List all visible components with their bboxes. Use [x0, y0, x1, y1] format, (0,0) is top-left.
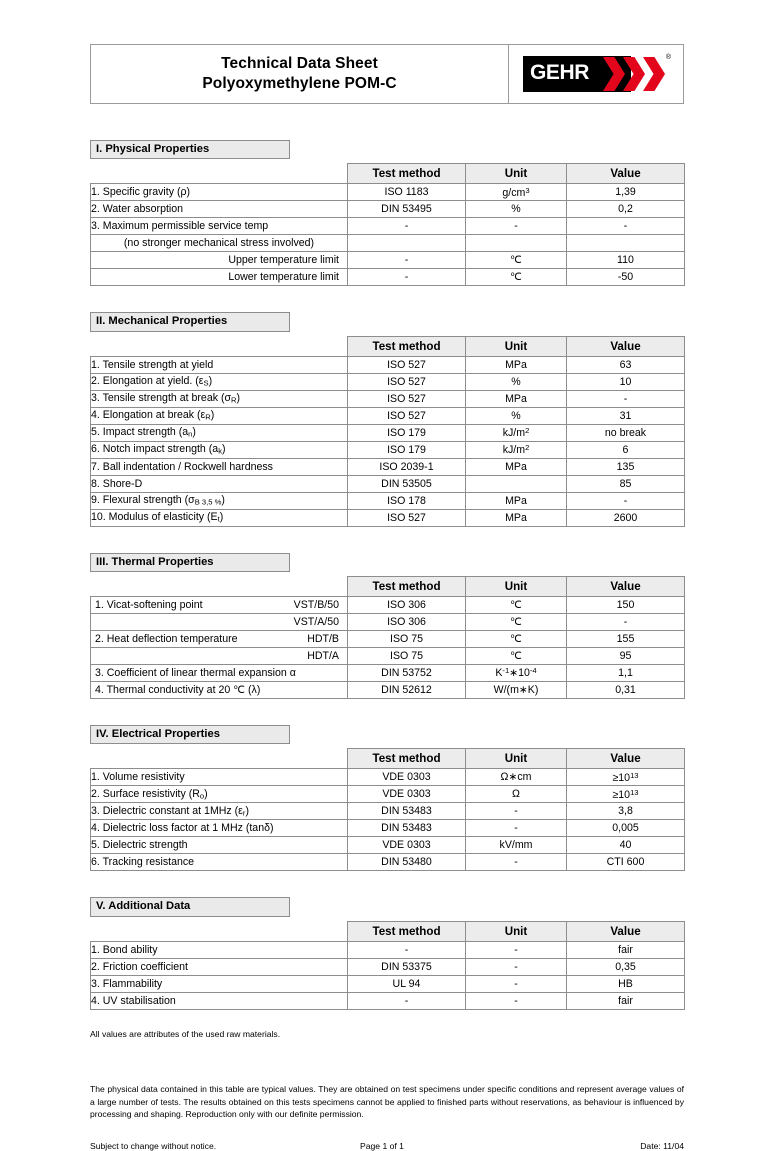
- table-row: [91, 441, 685, 458]
- test-method-cell: DIN 53483: [348, 803, 466, 820]
- property-label: Upper temperature limit: [91, 252, 348, 269]
- property-label: 6. Tracking resistance: [91, 854, 348, 871]
- section-heading: II. Mechanical Properties: [90, 312, 290, 331]
- property-subdesignation: HDT/B: [307, 632, 339, 645]
- property-name: 2. Heat deflection temperature: [95, 632, 238, 645]
- column-header-value: Value: [567, 576, 685, 596]
- column-header-value: Value: [567, 921, 685, 941]
- test-method-cell: -: [348, 992, 466, 1009]
- value-cell: 150: [567, 596, 685, 613]
- table-header-spacer: [91, 749, 348, 769]
- value-cell: CTI 600: [567, 854, 685, 871]
- property-label: 7. Ball indentation / Rockwell hardness: [91, 458, 348, 475]
- column-header-value: Value: [567, 749, 685, 769]
- disclaimer-text: The physical data contained in this table are typical values. They are obtained on test specimens under specific conditions and represent average values of a large number of tests. The results obtained on this tests specimens cannot be applied to finished parts without reservations, as behaviour is influenced by processing and shaping. Reproduction only with our definite permission.: [90, 1084, 684, 1120]
- value-cell: 40: [567, 837, 685, 854]
- value-cell: [567, 235, 685, 252]
- property-label: 1. Specific gravity (ρ): [91, 184, 348, 201]
- test-method-cell: ISO 306: [348, 596, 466, 613]
- table-row: [91, 356, 685, 373]
- value-cell: fair: [567, 992, 685, 1009]
- table-header-spacer: [91, 336, 348, 356]
- property-label: 9. Flexural strength $(\sigma_{B 3,5 \%})$: [91, 492, 348, 509]
- value-cell: -50: [567, 269, 685, 286]
- table-row: [91, 424, 685, 441]
- test-method-cell: DIN 53752: [348, 664, 466, 681]
- section-heading: I. Physical Properties: [90, 140, 290, 159]
- property-label: 5. Impact strength $(a_n)$: [91, 424, 348, 441]
- column-header-unit: Unit: [466, 164, 567, 184]
- column-header-test-method: Test method: [348, 749, 466, 769]
- property-subdesignation: VST/B/50: [293, 598, 339, 611]
- unit-cell: -: [466, 992, 567, 1009]
- value-cell: 135: [567, 458, 685, 475]
- property-label: 3. Tensile strength at break $(\sigma_R)$: [91, 390, 348, 407]
- table-row: [91, 803, 685, 820]
- properties-table: [90, 921, 685, 1010]
- value-cell: 85: [567, 475, 685, 492]
- value-cell: 31: [567, 407, 685, 424]
- property-label: 4. Dielectric loss factor at 1 MHz (tanδ): [91, 820, 348, 837]
- table-row: [91, 373, 685, 390]
- unit-cell: MPa: [466, 492, 567, 509]
- section-heading: III. Thermal Properties: [90, 553, 290, 572]
- value-cell: 0,35: [567, 958, 685, 975]
- property-label: 1. Bond ability: [91, 941, 348, 958]
- unit-cell: MPa: [466, 390, 567, 407]
- property-label: 6. Notch impact strength $(a_k)$: [91, 441, 348, 458]
- unit-cell: -: [466, 820, 567, 837]
- table-header-row: [91, 576, 685, 596]
- property-label: 8. Shore-D: [91, 475, 348, 492]
- table-row: [91, 992, 685, 1009]
- column-header-test-method: Test method: [348, 164, 466, 184]
- sections-container: [90, 140, 684, 1010]
- unit-cell: Ω: [466, 786, 567, 803]
- table-row: [91, 407, 685, 424]
- test-method-cell: ISO 527: [348, 356, 466, 373]
- test-method-cell: ISO 178: [348, 492, 466, 509]
- column-header-unit: Unit: [466, 921, 567, 941]
- table-row: [91, 975, 685, 992]
- unit-cell: [466, 475, 567, 492]
- table-row: [91, 218, 685, 235]
- value-cell: 1,1: [567, 664, 685, 681]
- value-cell: $\ge 10^{13}$: [567, 769, 685, 786]
- unit-cell: %: [466, 407, 567, 424]
- table-row: [91, 769, 685, 786]
- table-header-row: [91, 921, 685, 941]
- unit-cell: ℃: [466, 252, 567, 269]
- value-cell: 2600: [567, 509, 685, 526]
- table-row: [91, 235, 685, 252]
- unit-cell: ℃: [466, 613, 567, 630]
- table-row: [91, 184, 685, 201]
- unit-cell: -: [466, 941, 567, 958]
- value-cell: 3,8: [567, 803, 685, 820]
- document-header: [90, 44, 684, 104]
- unit-cell: $K^{-1}∗10^{-4}$: [466, 664, 567, 681]
- property-label: [91, 664, 348, 681]
- test-method-cell: VDE 0303: [348, 786, 466, 803]
- table-row: [91, 786, 685, 803]
- table-row: [91, 475, 685, 492]
- test-method-cell: DIN 53480: [348, 854, 466, 871]
- table-row: [91, 596, 685, 613]
- property-label: Lower temperature limit: [91, 269, 348, 286]
- footer-date: Date: 11/04: [640, 1140, 684, 1151]
- value-cell: HB: [567, 975, 685, 992]
- table-row: [91, 854, 685, 871]
- unit-cell: ℃: [466, 630, 567, 647]
- test-method-cell: -: [348, 218, 466, 235]
- table-row: [91, 630, 685, 647]
- page-title-line2: Polyoxymethylene POM-C: [202, 75, 397, 92]
- column-header-unit: Unit: [466, 576, 567, 596]
- table-row: [91, 390, 685, 407]
- unit-cell: -: [466, 975, 567, 992]
- properties-table: [90, 163, 685, 286]
- test-method-cell: [348, 235, 466, 252]
- property-label: (no stronger mechanical stress involved): [91, 235, 348, 252]
- property-label: 2. Water absorption: [91, 201, 348, 218]
- document-page: [90, 0, 684, 1151]
- property-name: 1. Vicat-softening point: [95, 598, 203, 611]
- table-row: [91, 820, 685, 837]
- test-method-cell: ISO 527: [348, 509, 466, 526]
- footer-page-number: Page 1 of 1: [360, 1140, 404, 1151]
- table-row: [91, 509, 685, 526]
- test-method-cell: DIN 53505: [348, 475, 466, 492]
- properties-table: [90, 336, 685, 527]
- unit-cell: MPa: [466, 458, 567, 475]
- test-method-cell: ISO 306: [348, 613, 466, 630]
- test-method-cell: UL 94: [348, 975, 466, 992]
- test-method-cell: VDE 0303: [348, 769, 466, 786]
- value-cell: -: [567, 613, 685, 630]
- table-row: [91, 681, 685, 698]
- value-cell: 0,005: [567, 820, 685, 837]
- unit-cell: -: [466, 958, 567, 975]
- table-row: [91, 958, 685, 975]
- table-header-spacer: [91, 921, 348, 941]
- unit-cell: %: [466, 201, 567, 218]
- property-subdesignation: VST/A/50: [293, 615, 339, 628]
- property-label: [91, 596, 348, 613]
- test-method-cell: -: [348, 941, 466, 958]
- value-cell: no break: [567, 424, 685, 441]
- table-row: [91, 252, 685, 269]
- unit-cell: $g/cm^3$: [466, 184, 567, 201]
- property-label: 2. Surface resistivity $(R_o)$: [91, 786, 348, 803]
- test-method-cell: DIN 53483: [348, 820, 466, 837]
- table-header-row: [91, 749, 685, 769]
- table-row: [91, 941, 685, 958]
- property-label: 10. Modulus of elasticity $(E_t)$: [91, 509, 348, 526]
- value-cell: -: [567, 492, 685, 509]
- page-title-line1: Technical Data Sheet: [221, 54, 378, 72]
- value-cell: 1,39: [567, 184, 685, 201]
- test-method-cell: ISO 75: [348, 630, 466, 647]
- unit-cell: MPa: [466, 356, 567, 373]
- test-method-cell: DIN 53495: [348, 201, 466, 218]
- property-label: [91, 681, 348, 698]
- property-label: 3. Maximum permissible service temp: [91, 218, 348, 235]
- property-label: 4. Elongation at break $(\varepsilon_R)$: [91, 407, 348, 424]
- test-method-cell: ISO 179: [348, 424, 466, 441]
- property-label: [91, 647, 348, 664]
- test-method-cell: VDE 0303: [348, 837, 466, 854]
- property-label: 4. UV stabilisation: [91, 992, 348, 1009]
- section-heading: IV. Electrical Properties: [90, 725, 290, 744]
- test-method-cell: -: [348, 252, 466, 269]
- property-label: [91, 630, 348, 647]
- section-heading: V. Additional Data: [90, 897, 290, 916]
- property-label: 1. Tensile strength at yield: [91, 356, 348, 373]
- property-name: 4. Thermal conductivity at 20 ℃ (λ): [95, 683, 261, 696]
- unit-cell: ℃: [466, 596, 567, 613]
- test-method-cell: ISO 527: [348, 407, 466, 424]
- column-header-test-method: Test method: [348, 576, 466, 596]
- column-header-test-method: Test method: [348, 336, 466, 356]
- value-cell: 95: [567, 647, 685, 664]
- property-subdesignation: HDT/A: [307, 649, 339, 662]
- logo-wordmark: GEHR: [530, 61, 590, 84]
- property-label: 2. Friction coefficient: [91, 958, 348, 975]
- unit-cell: $kJ/m^2$: [466, 441, 567, 458]
- value-cell: 0,31: [567, 681, 685, 698]
- unit-cell: W/(m∗K): [466, 681, 567, 698]
- test-method-cell: ISO 179: [348, 441, 466, 458]
- test-method-cell: ISO 1183: [348, 184, 466, 201]
- test-method-cell: ISO 75: [348, 647, 466, 664]
- table-row: [91, 664, 685, 681]
- properties-table: [90, 576, 685, 699]
- table-header-row: [91, 336, 685, 356]
- table-header-spacer: [91, 576, 348, 596]
- header-title-block: [91, 45, 509, 103]
- value-cell: 155: [567, 630, 685, 647]
- column-header-unit: Unit: [466, 336, 567, 356]
- unit-cell: [466, 235, 567, 252]
- page-footer: [90, 1141, 684, 1151]
- value-cell: -: [567, 218, 685, 235]
- column-header-value: Value: [567, 164, 685, 184]
- property-label: 3. Flammability: [91, 975, 348, 992]
- raw-material-note: All values are attributes of the used raw materials.: [90, 1028, 281, 1039]
- registered-trademark-icon: ®: [665, 54, 671, 61]
- table-row: [91, 201, 685, 218]
- unit-cell: Ω∗cm: [466, 769, 567, 786]
- property-name: 3. Coefficient of linear thermal expansion α: [95, 666, 296, 679]
- value-cell: 10: [567, 373, 685, 390]
- footer-left-text: Subject to change without notice.: [90, 1140, 217, 1151]
- unit-cell: $kJ/m^2$: [466, 424, 567, 441]
- unit-cell: kV/mm: [466, 837, 567, 854]
- unit-cell: %: [466, 373, 567, 390]
- test-method-cell: ISO 527: [348, 373, 466, 390]
- test-method-cell: -: [348, 269, 466, 286]
- unit-cell: ℃: [466, 647, 567, 664]
- table-row: [91, 613, 685, 630]
- property-label: 2. Elongation at yield. $(\varepsilon_S)$: [91, 373, 348, 390]
- brand-logo: [509, 45, 683, 103]
- properties-table: [90, 748, 685, 871]
- unit-cell: ℃: [466, 269, 567, 286]
- unit-cell: MPa: [466, 509, 567, 526]
- property-label: 3. Dielectric constant at 1MHz $(\varepsilon_r)$: [91, 803, 348, 820]
- property-label: 1. Volume resistivity: [91, 769, 348, 786]
- column-header-unit: Unit: [466, 749, 567, 769]
- value-cell: 6: [567, 441, 685, 458]
- table-row: [91, 647, 685, 664]
- test-method-cell: DIN 52612: [348, 681, 466, 698]
- unit-cell: -: [466, 854, 567, 871]
- value-cell: 0,2: [567, 201, 685, 218]
- chevron-icon: [643, 57, 665, 91]
- property-label: 5. Dielectric strength: [91, 837, 348, 854]
- table-row: [91, 458, 685, 475]
- value-cell: $\ge 10^{13}$: [567, 786, 685, 803]
- column-header-value: Value: [567, 336, 685, 356]
- table-header-spacer: [91, 164, 348, 184]
- column-header-test-method: Test method: [348, 921, 466, 941]
- value-cell: -: [567, 390, 685, 407]
- unit-cell: -: [466, 218, 567, 235]
- test-method-cell: ISO 2039-1: [348, 458, 466, 475]
- table-header-row: [91, 164, 685, 184]
- unit-cell: -: [466, 803, 567, 820]
- table-row: [91, 269, 685, 286]
- test-method-cell: ISO 527: [348, 390, 466, 407]
- value-cell: 63: [567, 356, 685, 373]
- test-method-cell: DIN 53375: [348, 958, 466, 975]
- value-cell: fair: [567, 941, 685, 958]
- value-cell: 110: [567, 252, 685, 269]
- table-row: [91, 492, 685, 509]
- table-row: [91, 837, 685, 854]
- property-label: [91, 613, 348, 630]
